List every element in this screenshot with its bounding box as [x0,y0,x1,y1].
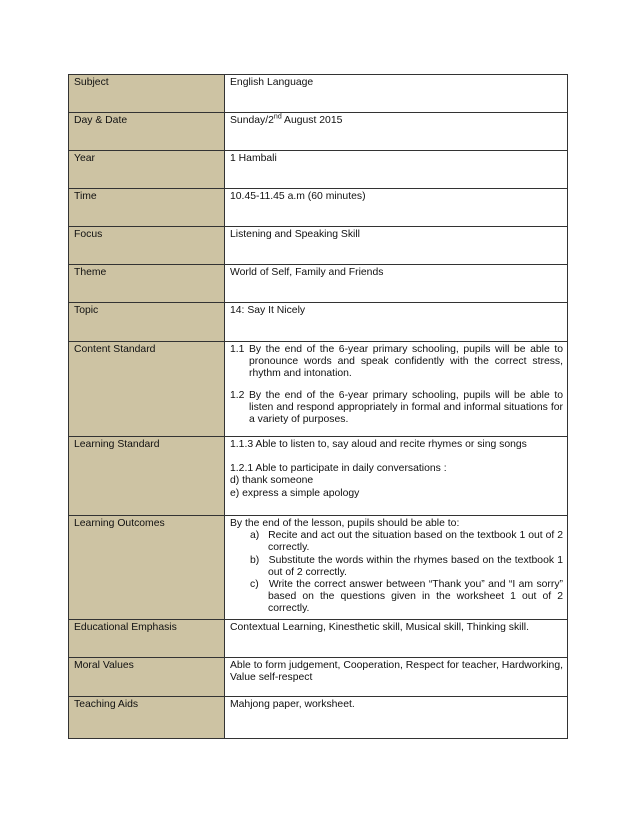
learning-outcome-b: b) Substitute the words within the rhymes based on the textbook 1 out of 2 correctly. [250,554,563,578]
date-day: Sunday/2 [230,115,274,126]
value-teaching-aids: Mahjong paper, worksheet. [225,697,568,739]
learning-outcomes-intro: By the end of the lesson, pupils should be able to: [230,518,460,529]
value-content-standard [225,342,568,437]
learning-standard-e: e) express a simple apology [230,487,360,499]
row-time [69,189,568,227]
row-educational-emphasis [69,620,568,658]
value-learning-standard [225,437,568,516]
label-teaching-aids: Teaching Aids [69,697,225,739]
content-standard-1-2: 1.2 By the end of the 6-year primary schooling, pupils will be able to listen and respond appropriately in formal and informal situations for a variety of purposes. [230,389,563,426]
value-learning-outcomes [225,516,568,620]
learning-outcome-c: c) Write the correct answer between “Thank you” and “I am sorry” based on the questions given in the worksheet 1 out of 2 correctly. [250,579,563,615]
row-topic [69,303,568,342]
value-time: 10.45-11.45 a.m (60 minutes) [225,189,568,227]
row-content-standard [69,342,568,437]
label-theme: Theme [69,265,225,303]
learning-standard-1-1-3: 1.1.3 Able to listen to, say aloud and recite rhymes or sing songs [230,439,527,450]
label-subject: Subject [69,75,225,113]
row-year [69,151,568,189]
learning-outcomes-list [230,530,563,615]
label-focus: Focus [69,227,225,265]
row-learning-outcomes [69,516,568,620]
value-educational-emphasis: Contextual Learning, Kinesthetic skill, Musical skill, Thinking skill. [225,620,568,658]
row-day-date [69,113,568,151]
row-theme [69,265,568,303]
lesson-plan-table [68,74,568,739]
row-focus [69,227,568,265]
learning-outcome-a: a) Recite and act out the situation based on the textbook 1 out of 2 correctly. [250,530,563,554]
value-focus: Listening and Speaking Skill [225,227,568,265]
date-month-year: August 2015 [281,115,343,126]
content-standard-1-1: 1.1 By the end of the 6-year primary schooling, pupils will be able to pronounce words and speak confidently with the correct stress, rhythm and intonation. [230,344,563,380]
value-year: 1 Hambali [225,151,568,189]
row-subject [69,75,568,113]
value-subject: English Language [225,75,568,113]
label-educational-emphasis: Educational Emphasis [69,620,225,658]
label-moral-values: Moral Values [69,658,225,697]
label-topic: Topic [69,303,225,342]
label-year: Year [69,151,225,189]
value-day-date [225,113,568,151]
label-content-standard: Content Standard [69,342,225,437]
label-time: Time [69,189,225,227]
label-learning-outcomes: Learning Outcomes [69,516,225,620]
label-learning-standard: Learning Standard [69,437,225,516]
value-topic: 14: Say It Nicely [225,303,568,342]
row-moral-values [69,658,568,697]
row-teaching-aids [69,697,568,739]
learning-standard-1-2-1: 1.2.1 Able to participate in daily conversations : [230,463,447,475]
row-learning-standard [69,437,568,516]
value-theme: World of Self, Family and Friends [225,265,568,303]
date-ordinal: nd [273,113,282,121]
label-day-date: Day & Date [69,113,225,151]
learning-standard-d: d) thank someone [230,475,314,487]
value-moral-values: Able to form judgement, Cooperation, Respect for teacher, Hardworking, Value self-respect [225,658,568,697]
